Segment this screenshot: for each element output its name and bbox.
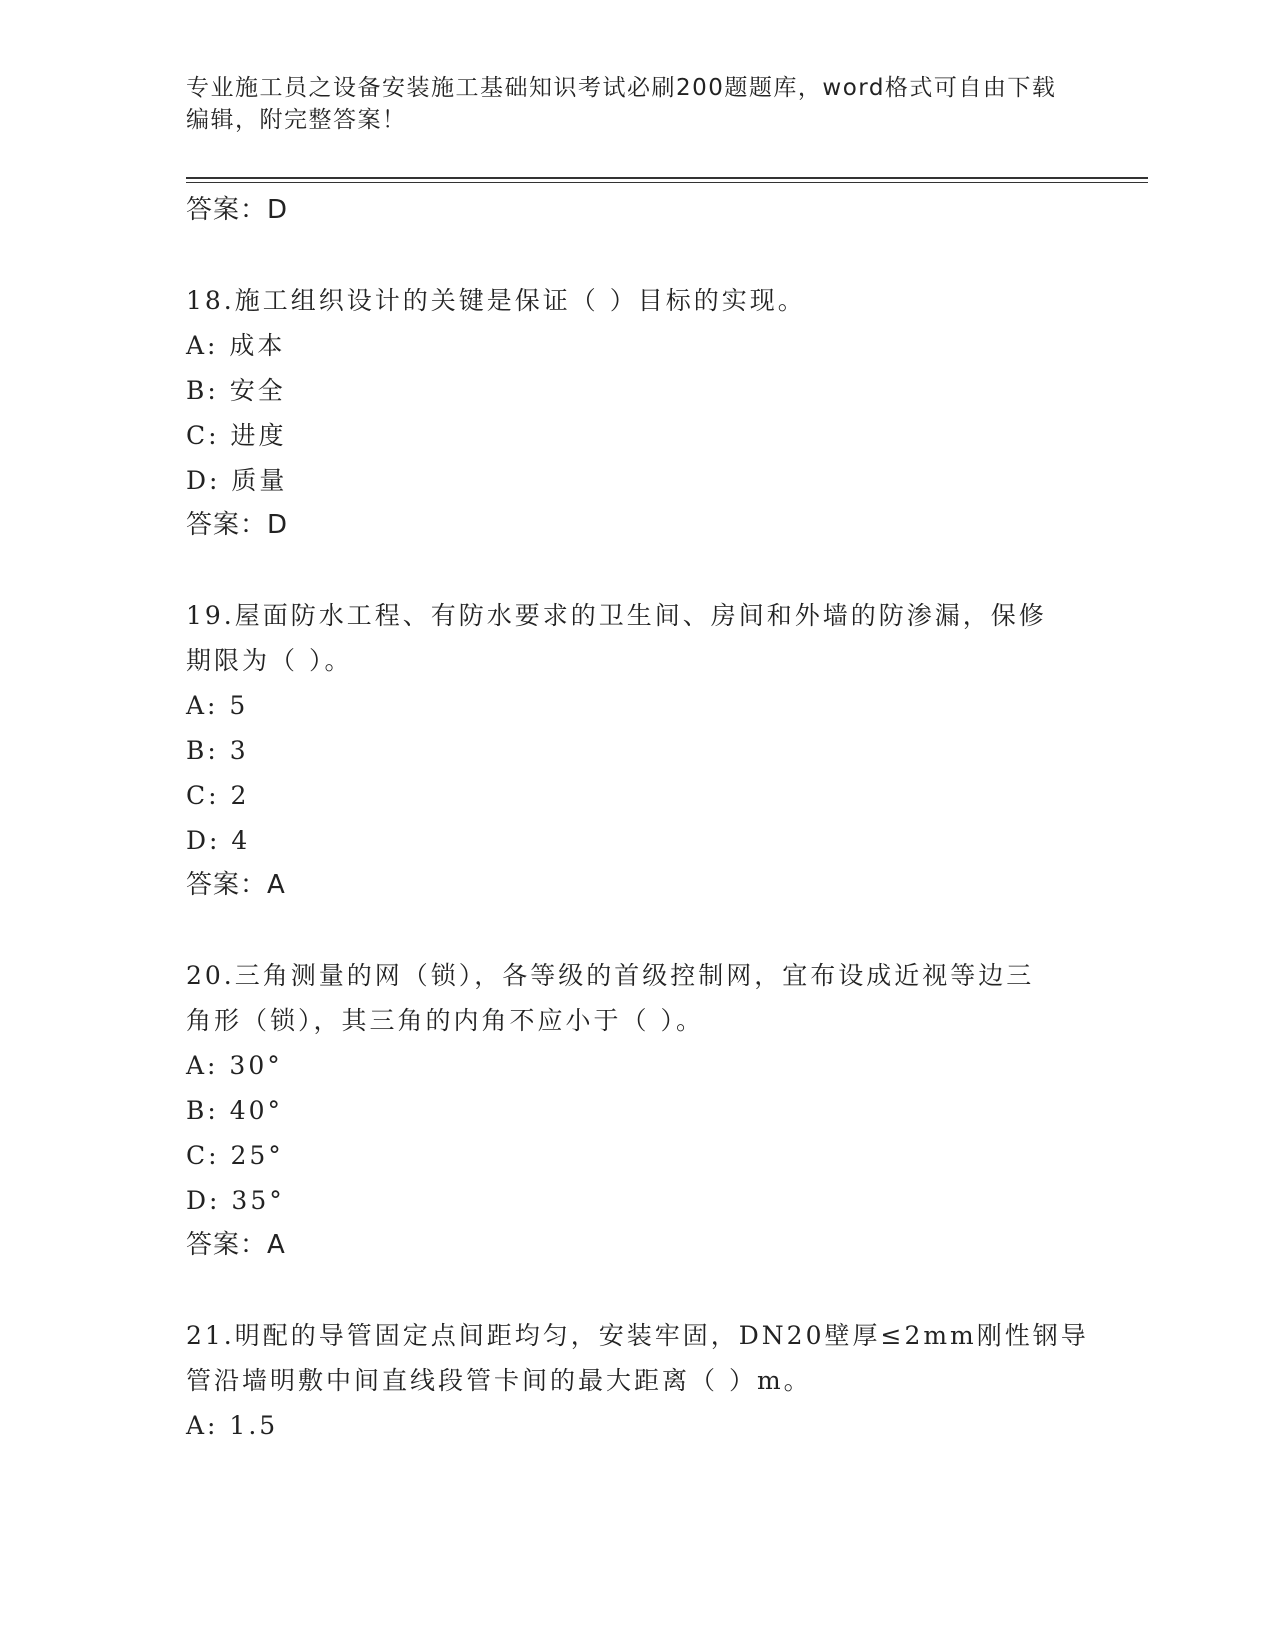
header-line-1: 专业施工员之设备安装施工基础知识考试必刷200题题库，word格式可自由下载	[186, 75, 1057, 101]
option-c: C: 2	[186, 781, 250, 810]
question-stem: 19.屋面防水工程、有防水要求的卫生间、房间和外墙的防渗漏，保修	[186, 601, 1047, 630]
option-a: A: 30°	[186, 1051, 283, 1080]
question-list	[186, 188, 1106, 1448]
answer-line: 答案：D	[186, 195, 289, 225]
question-stem-continued: 期限为（ ）。	[186, 646, 353, 675]
question-19	[186, 593, 1106, 908]
question-stem: 18.施工组织设计的关键是保证（ ）目标的实现。	[186, 286, 806, 315]
option-c: C: 进度	[186, 421, 287, 450]
answer-line: 答案：D	[186, 510, 289, 540]
option-a: A: 5	[186, 691, 249, 720]
question-18	[186, 278, 1106, 548]
option-b: B: 安全	[186, 376, 286, 405]
option-c: C: 25°	[186, 1141, 284, 1170]
document-header	[186, 72, 1066, 136]
question-stem-continued: 角形（锁），其三角的内角不应小于（ ）。	[186, 1006, 704, 1035]
question-21	[186, 1313, 1106, 1448]
question-20	[186, 953, 1106, 1268]
header-divider-thin	[186, 182, 1148, 183]
header-divider-thick	[186, 177, 1148, 179]
header-line-2: 编辑，附完整答案！	[186, 107, 407, 133]
question-stem: 20.三角测量的网（锁），各等级的首级控制网，宜布设成近视等边三	[186, 961, 1035, 990]
answer-line: 答案：A	[186, 870, 286, 900]
question-stem: 21.明配的导管固定点间距均匀，安装牢固，DN20壁厚≤2mm刚性钢导	[186, 1321, 1089, 1350]
option-d: D: 质量	[186, 466, 288, 495]
answer-line: 答案：A	[186, 1230, 286, 1260]
option-d: D: 4	[186, 826, 251, 855]
option-b: B: 40°	[186, 1096, 284, 1125]
option-b: B: 3	[186, 736, 249, 765]
option-d: D: 35°	[186, 1186, 285, 1215]
option-a: A: 成本	[186, 331, 286, 360]
option-a: A: 1.5	[186, 1411, 279, 1440]
question-stem-continued: 管沿墙明敷中间直线段管卡间的最大距离（ ）m。	[186, 1366, 812, 1395]
